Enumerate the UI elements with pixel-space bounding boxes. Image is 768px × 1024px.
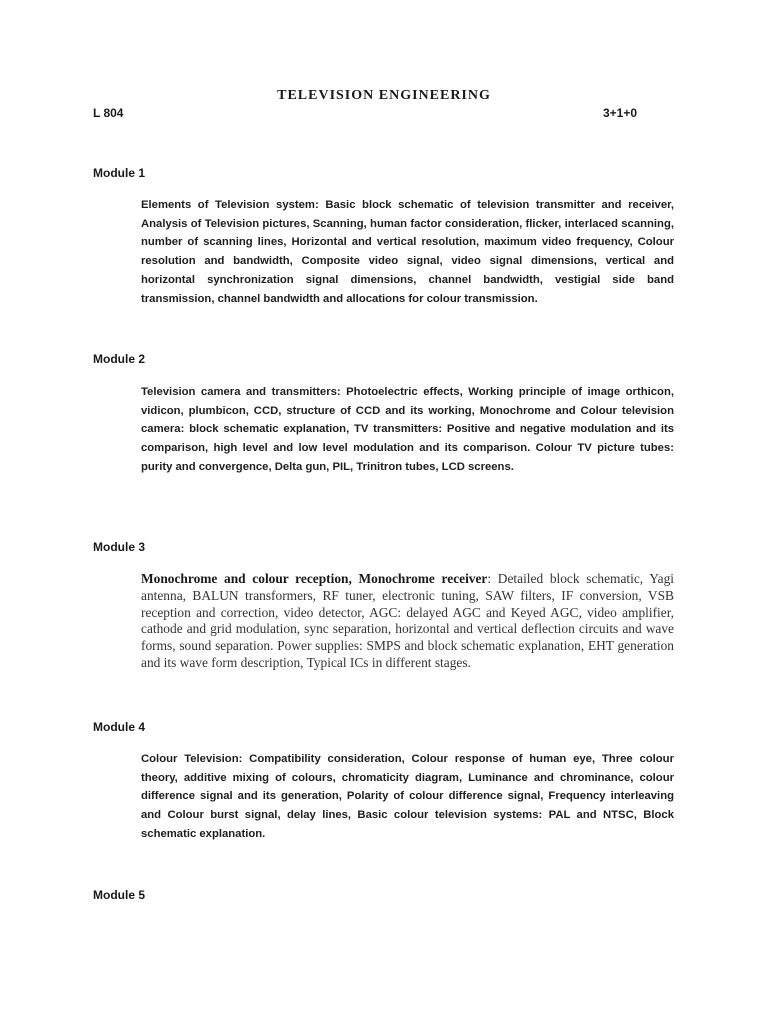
module-3-lead: Monochrome and colour reception, Monochrome receiver [141,571,488,586]
module-1-heading: Module 1 [93,166,146,180]
module-1-body [141,196,674,308]
module-4-heading: Module 4 [93,720,146,734]
module-4-text: Compatibility consideration, Colour response of human eye, Three colour theory, additive mixing of colours, chromaticity diagram, Luminance and chrominance, colour difference signal and its generation, Polarity of colour difference signal, Frequency interleaving and Colour burst signal, delay lines, Basic colour television systems: PAL and NTSC, Block schematic explanation. [141,753,674,840]
module-4-lead: Colour Television: [141,753,243,765]
module-2-body [141,383,674,477]
document-title: TELEVISION ENGINEERING [277,88,491,103]
module-1-lead: Elements of Television system: [141,199,319,211]
module-2-heading: Module 2 [93,352,146,366]
module-1-text: Basic block schematic of television transmitter and receiver, Analysis of Television pictures, Scanning, human factor consideration, flicker, interlaced scanning, number of scanning lines, Horizontal and vertical resolution, maximum video frequency, Colour resolution and bandwidth, Composite video signal, video signal dimensions, vertical and horizontal synchronization signal dimensions, channel bandwidth, vestigial side band transmission, channel bandwidth and allocations for colour transmission. [141,199,675,305]
course-code: L 804 [93,106,124,120]
module-3-text: : Detailed block schematic, Yagi antenna, BALUN transformers, RF tuner, electronic tuning, SAW filters, IF conversion, VSB reception and correction, video detector, AGC: delayed AGC and Keyed AGC, video amplifier, cathode and grid modulation, sync separation, horizontal and vertical deflection circuits and wave forms, sound separation. Power supplies: SMPS and block schematic explanation, EHT generation and its wave form description, Typical ICs in different stages. [141,571,674,670]
module-3-body [141,571,674,672]
module-2-lead: Television camera and transmitters: [141,386,341,398]
module-2-text: Photoelectric effects, Working principle of image orthicon, vidicon, plumbicon, CCD, structure of CCD and its working, Monochrome and Colour television camera: block schematic explanation, TV transmitters: Positive and negative modulation and its comparison, high level and low level modulation and its comparison. Colour TV picture tubes: purity and convergence, Delta gun, PIL, Trinitron tubes, LCD screens. [141,386,674,473]
module-5-heading: Module 5 [93,888,146,902]
module-3-heading: Module 3 [93,540,146,554]
course-credits: 3+1+0 [603,106,638,120]
module-4-body [141,750,674,844]
